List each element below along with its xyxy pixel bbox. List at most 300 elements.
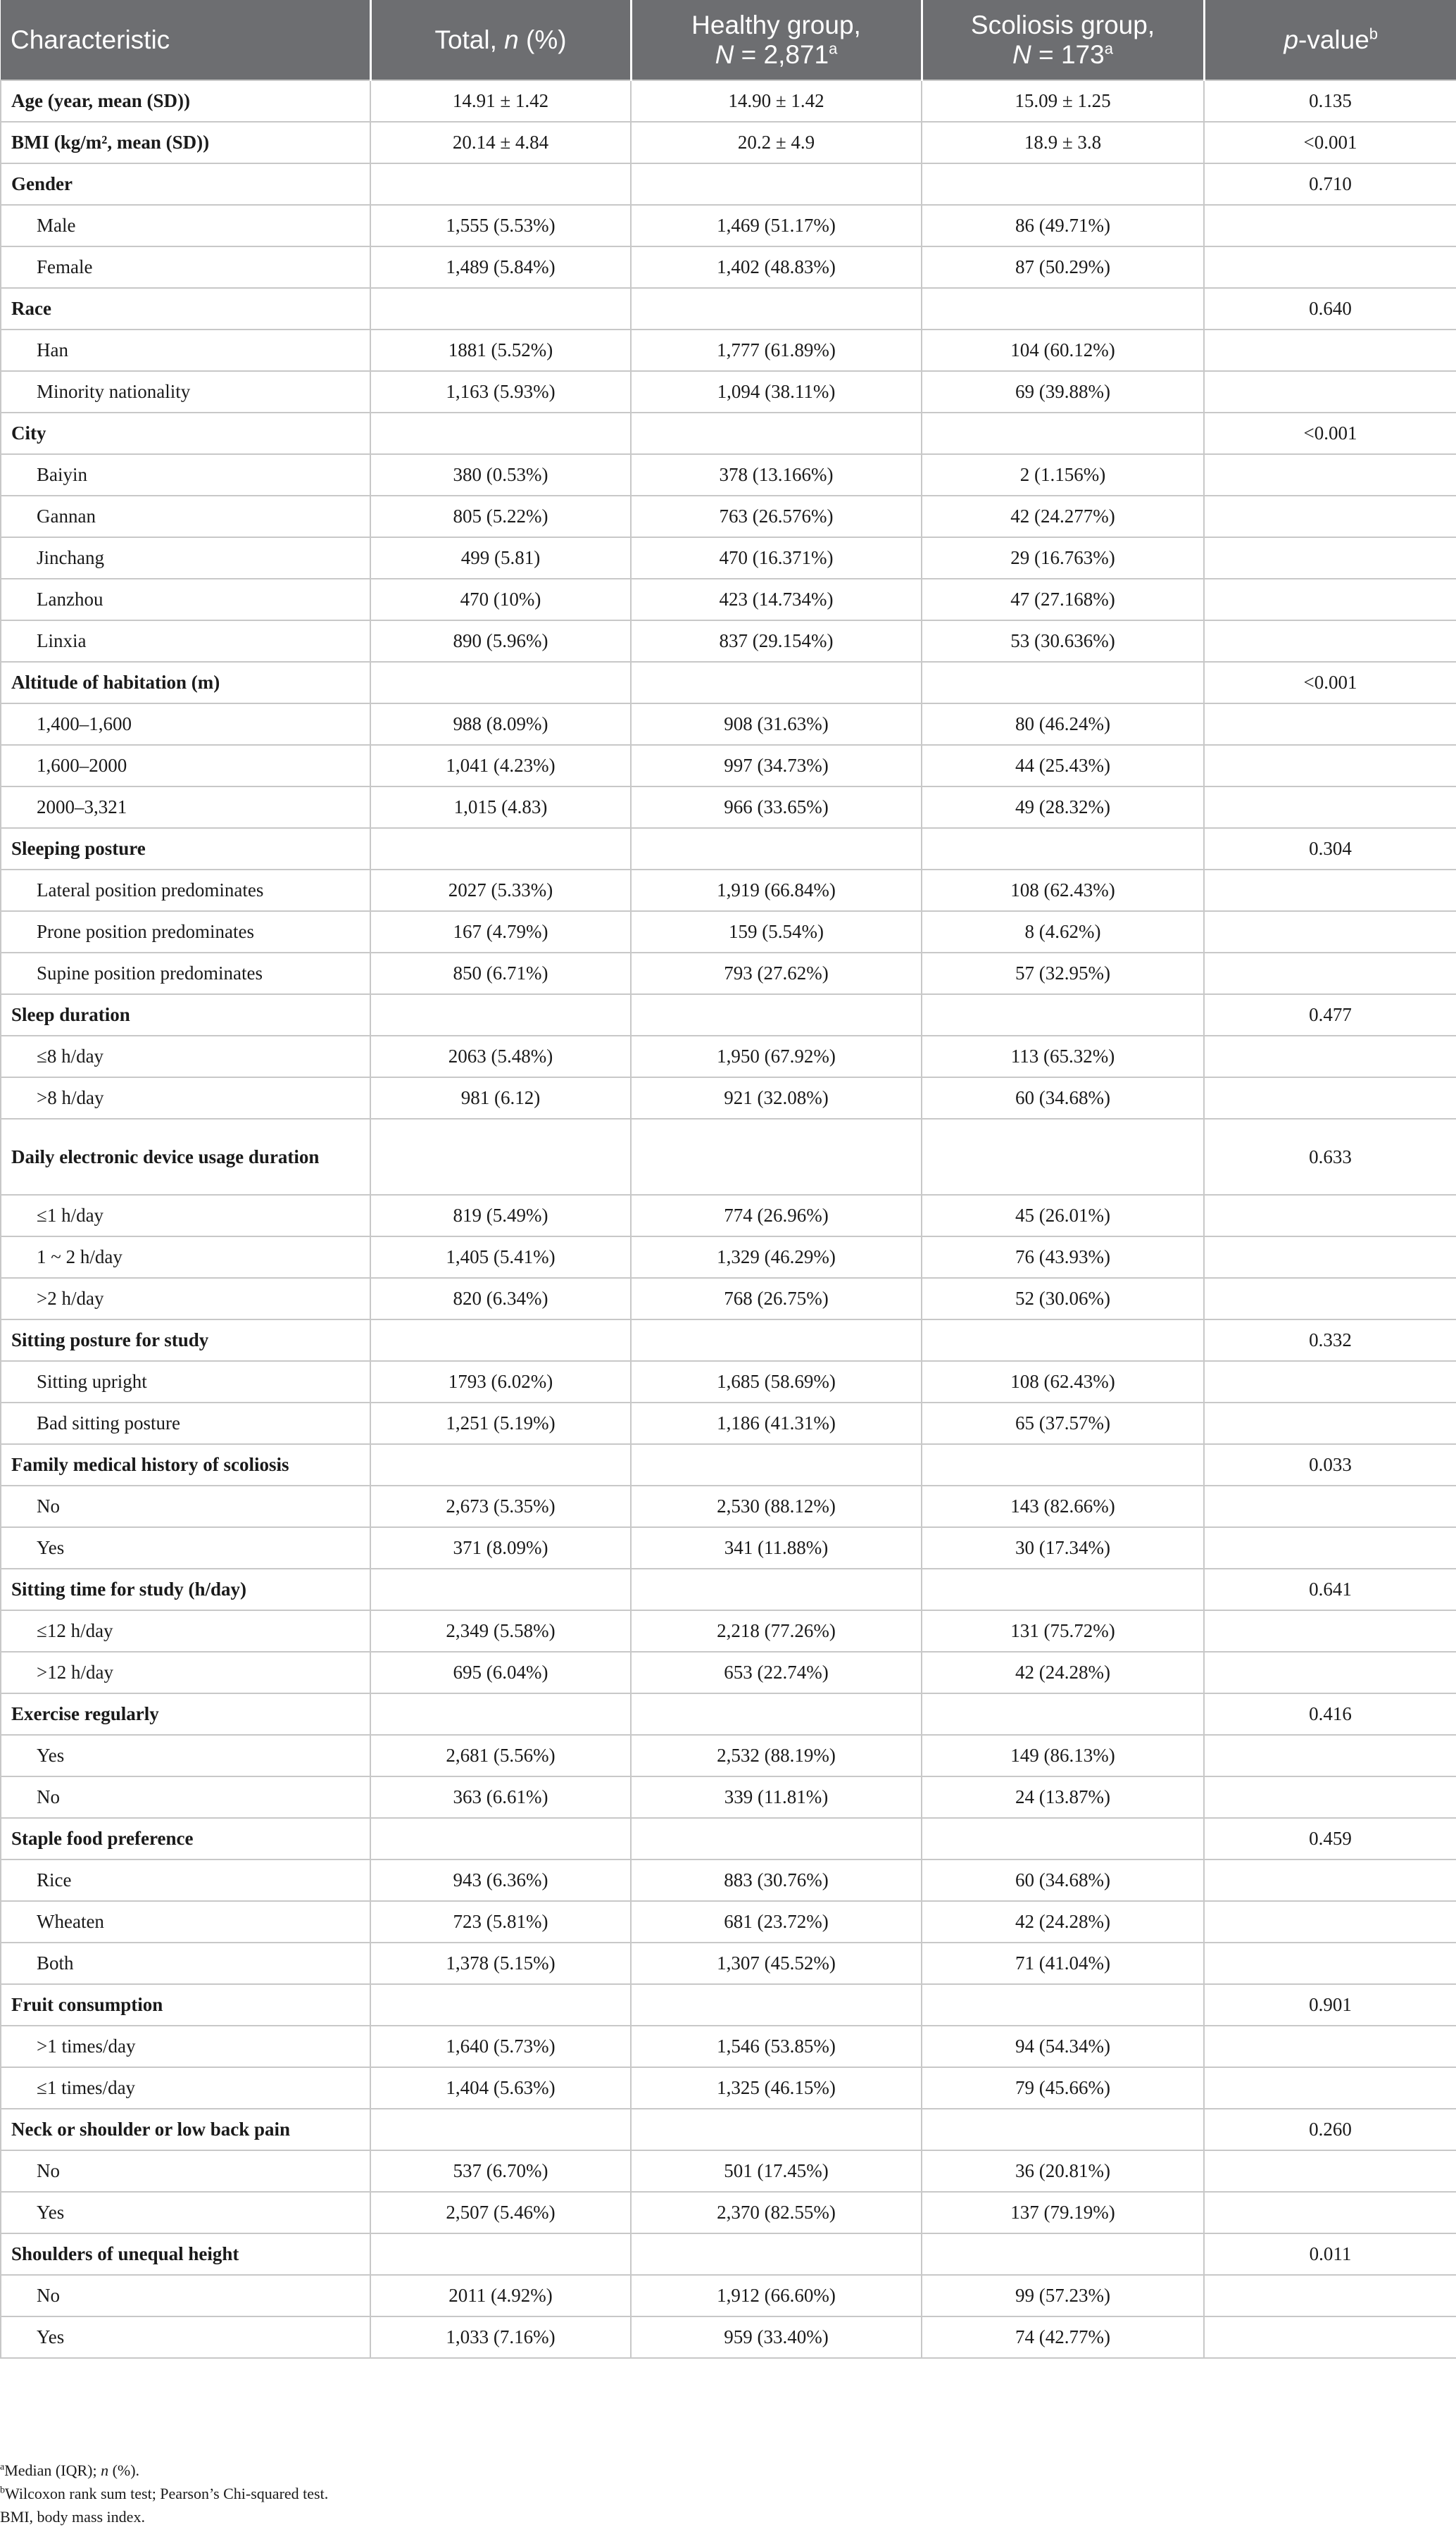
row-label: >2 h/day <box>1 1278 370 1319</box>
total-cell: 2,507 (5.46%) <box>370 2192 631 2233</box>
table-row <box>1 2067 1456 2109</box>
p-value-cell <box>1204 1652 1456 1693</box>
p-value-cell: 0.135 <box>1204 80 1456 122</box>
row-label: Both <box>1 1943 370 1984</box>
scoliosis-group-cell: 36 (20.81%) <box>922 2150 1204 2192</box>
scoliosis-group-cell: 79 (45.66%) <box>922 2067 1204 2109</box>
table-row <box>1 205 1456 246</box>
row-label: Neck or shoulder or low back pain <box>1 2109 370 2150</box>
scoliosis-group-cell: 131 (75.72%) <box>922 1610 1204 1652</box>
table-row <box>1 1610 1456 1652</box>
total-cell: 988 (8.09%) <box>370 703 631 745</box>
p-value-cell: 0.260 <box>1204 2109 1456 2150</box>
col-header-p-value <box>1204 0 1456 80</box>
scoliosis-group-cell: 42 (24.28%) <box>922 1901 1204 1943</box>
total-cell: 2,673 (5.35%) <box>370 1486 631 1527</box>
total-cell: 1793 (6.02%) <box>370 1361 631 1403</box>
table-row <box>1 1403 1456 1444</box>
healthy-group-cell: 159 (5.54%) <box>631 911 922 953</box>
row-label: Sitting upright <box>1 1361 370 1403</box>
table-row-category <box>1 828 1456 870</box>
row-label: Wheaten <box>1 1901 370 1943</box>
total-cell: 499 (5.81) <box>370 537 631 579</box>
scoliosis-group-cell: 29 (16.763%) <box>922 537 1204 579</box>
p-value-cell <box>1204 1236 1456 1278</box>
row-label: ≤8 h/day <box>1 1036 370 1077</box>
scoliosis-group-cell: 60 (34.68%) <box>922 1077 1204 1119</box>
table-row <box>1 911 1456 953</box>
total-cell: 1,404 (5.63%) <box>370 2067 631 2109</box>
total-cell: 2027 (5.33%) <box>370 870 631 911</box>
p-value-cell <box>1204 496 1456 537</box>
footnote-b <box>0 2482 328 2505</box>
total-cell: 167 (4.79%) <box>370 911 631 953</box>
table-row-category <box>1 413 1456 454</box>
p-value-cell: 0.459 <box>1204 1818 1456 1860</box>
healthy-group-cell: 1,325 (46.15%) <box>631 2067 922 2109</box>
p-value-cell <box>1204 1195 1456 1236</box>
row-label: No <box>1 1776 370 1818</box>
footnote-a-n: n <box>101 2462 109 2479</box>
healthy-group-cell: 1,546 (53.85%) <box>631 2026 922 2067</box>
col-header-p-label: -value <box>1298 25 1369 54</box>
total-cell <box>370 2233 631 2275</box>
scoliosis-group-cell: 71 (41.04%) <box>922 1943 1204 1984</box>
table-row-category <box>1 1119 1456 1195</box>
table-row <box>1 620 1456 662</box>
p-value-cell: 0.901 <box>1204 1984 1456 2026</box>
total-cell <box>370 2109 631 2150</box>
row-label: Staple food preference <box>1 1818 370 1860</box>
total-cell: 1,489 (5.84%) <box>370 246 631 288</box>
healthy-group-cell: 959 (33.40%) <box>631 2316 922 2358</box>
table-row <box>1 1278 1456 1319</box>
table-row-category <box>1 1444 1456 1486</box>
total-cell: 380 (0.53%) <box>370 454 631 496</box>
healthy-group-cell <box>631 413 922 454</box>
healthy-group-cell: 1,950 (67.92%) <box>631 1036 922 1077</box>
row-label: Yes <box>1 2316 370 2358</box>
scoliosis-group-cell: 86 (49.71%) <box>922 205 1204 246</box>
table-row-category <box>1 2233 1456 2275</box>
row-label: Minority nationality <box>1 371 370 413</box>
row-label: Yes <box>1 2192 370 2233</box>
row-label: Han <box>1 330 370 371</box>
p-value-cell <box>1204 2275 1456 2316</box>
healthy-group-cell: 1,329 (46.29%) <box>631 1236 922 1278</box>
healthy-group-cell <box>631 1693 922 1735</box>
table-row <box>1 496 1456 537</box>
healthy-group-cell: 1,402 (48.83%) <box>631 246 922 288</box>
row-label: Male <box>1 205 370 246</box>
table-row <box>1 579 1456 620</box>
p-value-cell <box>1204 454 1456 496</box>
p-value-cell <box>1204 1943 1456 1984</box>
scoliosis-group-cell: 137 (79.19%) <box>922 2192 1204 2233</box>
p-value-cell <box>1204 537 1456 579</box>
footnote-a <box>0 2459 328 2482</box>
scoliosis-group-cell <box>922 2233 1204 2275</box>
healthy-group-cell <box>631 1319 922 1361</box>
total-cell: 363 (6.61%) <box>370 1776 631 1818</box>
healthy-group-cell: 653 (22.74%) <box>631 1652 922 1693</box>
col-header-scoliosis-n-value: = 173 <box>1031 39 1105 69</box>
scoliosis-group-cell: 108 (62.43%) <box>922 1361 1204 1403</box>
table-row-category <box>1 994 1456 1036</box>
healthy-group-cell: 1,094 (38.11%) <box>631 371 922 413</box>
healthy-group-cell: 1,186 (41.31%) <box>631 1403 922 1444</box>
total-cell: 537 (6.70%) <box>370 2150 631 2192</box>
scoliosis-group-cell: 18.9 ± 3.8 <box>922 122 1204 163</box>
table-row-category <box>1 1693 1456 1735</box>
healthy-group-cell: 883 (30.76%) <box>631 1860 922 1901</box>
table-row-category <box>1 1818 1456 1860</box>
total-cell: 820 (6.34%) <box>370 1278 631 1319</box>
row-label: Yes <box>1 1527 370 1569</box>
p-value-cell <box>1204 371 1456 413</box>
row-label: Sitting posture for study <box>1 1319 370 1361</box>
p-value-cell: 0.633 <box>1204 1119 1456 1195</box>
p-value-cell <box>1204 1036 1456 1077</box>
p-value-cell <box>1204 2026 1456 2067</box>
table-row <box>1 703 1456 745</box>
total-cell <box>370 662 631 703</box>
row-label: Sleep duration <box>1 994 370 1036</box>
p-value-cell <box>1204 1077 1456 1119</box>
row-label: Family medical history of scoliosis <box>1 1444 370 1486</box>
total-cell: 2,349 (5.58%) <box>370 1610 631 1652</box>
table-body <box>1 80 1456 2358</box>
scoliosis-group-cell <box>922 1818 1204 1860</box>
scoliosis-group-cell <box>922 994 1204 1036</box>
row-label: ≤1 h/day <box>1 1195 370 1236</box>
table-row <box>1 745 1456 786</box>
p-value-cell: 0.033 <box>1204 1444 1456 1486</box>
healthy-group-cell: 501 (17.45%) <box>631 2150 922 2192</box>
healthy-group-cell <box>631 2109 922 2150</box>
table-row <box>1 1195 1456 1236</box>
p-value-cell: 0.304 <box>1204 828 1456 870</box>
row-label: Altitude of habitation (m) <box>1 662 370 703</box>
healthy-group-cell: 1,912 (66.60%) <box>631 2275 922 2316</box>
table-row <box>1 1652 1456 1693</box>
table-row-category <box>1 1569 1456 1610</box>
total-cell: 981 (6.12) <box>370 1077 631 1119</box>
scoliosis-group-cell <box>922 1984 1204 2026</box>
scoliosis-group-cell <box>922 662 1204 703</box>
healthy-group-cell <box>631 828 922 870</box>
scoliosis-group-cell <box>922 163 1204 205</box>
total-cell <box>370 413 631 454</box>
total-cell <box>370 994 631 1036</box>
col-header-characteristic-label: Characteristic <box>11 25 170 54</box>
healthy-group-cell <box>631 1984 922 2026</box>
row-label: Baiyin <box>1 454 370 496</box>
footnote-b-mark: b <box>0 2485 5 2496</box>
table-row <box>1 2026 1456 2067</box>
row-label: Lateral position predominates <box>1 870 370 911</box>
total-cell: 943 (6.36%) <box>370 1860 631 1901</box>
healthy-group-cell: 1,919 (66.84%) <box>631 870 922 911</box>
total-cell <box>370 1119 631 1195</box>
scoliosis-group-cell: 87 (50.29%) <box>922 246 1204 288</box>
total-cell: 890 (5.96%) <box>370 620 631 662</box>
row-label: Prone position predominates <box>1 911 370 953</box>
table-row <box>1 1901 1456 1943</box>
scoliosis-group-cell: 15.09 ± 1.25 <box>922 80 1204 122</box>
p-value-cell <box>1204 205 1456 246</box>
total-cell: 1,251 (5.19%) <box>370 1403 631 1444</box>
total-cell: 1,405 (5.41%) <box>370 1236 631 1278</box>
p-value-cell <box>1204 1278 1456 1319</box>
total-cell <box>370 1444 631 1486</box>
total-cell: 1881 (5.52%) <box>370 330 631 371</box>
scoliosis-group-cell: 57 (32.95%) <box>922 953 1204 994</box>
total-cell: 805 (5.22%) <box>370 496 631 537</box>
scoliosis-group-cell <box>922 288 1204 330</box>
healthy-group-cell <box>631 2233 922 2275</box>
total-cell <box>370 163 631 205</box>
col-header-total <box>370 0 631 80</box>
healthy-group-cell: 2,530 (88.12%) <box>631 1486 922 1527</box>
row-label: ≤1 times/day <box>1 2067 370 2109</box>
p-value-cell: <0.001 <box>1204 413 1456 454</box>
healthy-group-cell <box>631 163 922 205</box>
scoliosis-group-cell: 65 (37.57%) <box>922 1403 1204 1444</box>
healthy-group-cell <box>631 1569 922 1610</box>
scoliosis-group-cell: 104 (60.12%) <box>922 330 1204 371</box>
p-value-cell <box>1204 1901 1456 1943</box>
total-cell: 14.91 ± 1.42 <box>370 80 631 122</box>
total-cell <box>370 1693 631 1735</box>
row-label: Sleeping posture <box>1 828 370 870</box>
table-row <box>1 2150 1456 2192</box>
total-cell <box>370 828 631 870</box>
scoliosis-group-cell: 44 (25.43%) <box>922 745 1204 786</box>
scoliosis-group-cell: 45 (26.01%) <box>922 1195 1204 1236</box>
table-row <box>1 1776 1456 1818</box>
table-row-category <box>1 163 1456 205</box>
total-cell: 850 (6.71%) <box>370 953 631 994</box>
p-value-cell <box>1204 2316 1456 2358</box>
row-label: Daily electronic device usage duration <box>1 1119 370 1195</box>
scoliosis-group-cell: 60 (34.68%) <box>922 1860 1204 1901</box>
p-value-cell: <0.001 <box>1204 122 1456 163</box>
p-value-cell: 0.477 <box>1204 994 1456 1036</box>
row-label: Linxia <box>1 620 370 662</box>
total-cell <box>370 1319 631 1361</box>
row-label: 1,400–1,600 <box>1 703 370 745</box>
row-label: BMI (kg/m², mean (SD)) <box>1 122 370 163</box>
total-cell: 371 (8.09%) <box>370 1527 631 1569</box>
col-header-healthy-n-symbol: N <box>715 39 734 69</box>
col-header-p-footnote-mark: b <box>1369 25 1379 43</box>
footnote-a-text-2: (%). <box>108 2462 140 2479</box>
healthy-group-cell: 774 (26.96%) <box>631 1195 922 1236</box>
p-value-cell: 0.641 <box>1204 1569 1456 1610</box>
total-cell <box>370 288 631 330</box>
scoliosis-group-cell: 69 (39.88%) <box>922 371 1204 413</box>
scoliosis-group-cell: 42 (24.277%) <box>922 496 1204 537</box>
row-label: Gender <box>1 163 370 205</box>
row-label: Jinchang <box>1 537 370 579</box>
scoliosis-group-cell: 143 (82.66%) <box>922 1486 1204 1527</box>
scoliosis-group-cell <box>922 828 1204 870</box>
p-value-cell <box>1204 620 1456 662</box>
table-row <box>1 786 1456 828</box>
col-header-total-pre: Total, <box>434 25 505 54</box>
healthy-group-cell <box>631 1444 922 1486</box>
table-row <box>1 537 1456 579</box>
row-label: No <box>1 2150 370 2192</box>
total-cell: 1,378 (5.15%) <box>370 1943 631 1984</box>
scoliosis-group-cell <box>922 413 1204 454</box>
col-header-healthy-footnote-mark: a <box>829 39 838 58</box>
p-value-cell <box>1204 1403 1456 1444</box>
p-value-cell <box>1204 1610 1456 1652</box>
scoliosis-group-cell: 49 (28.32%) <box>922 786 1204 828</box>
table-row <box>1 1486 1456 1527</box>
total-cell <box>370 1984 631 2026</box>
total-cell: 1,015 (4.83) <box>370 786 631 828</box>
scoliosis-group-cell: 149 (86.13%) <box>922 1735 1204 1776</box>
scoliosis-group-cell <box>922 1119 1204 1195</box>
scoliosis-group-cell: 8 (4.62%) <box>922 911 1204 953</box>
row-label: Shoulders of unequal height <box>1 2233 370 2275</box>
total-cell: 1,033 (7.16%) <box>370 2316 631 2358</box>
col-header-healthy-n-value: = 2,871 <box>734 39 829 69</box>
row-label: >12 h/day <box>1 1652 370 1693</box>
table-row <box>1 1943 1456 1984</box>
total-cell: 1,555 (5.53%) <box>370 205 631 246</box>
table-row <box>1 454 1456 496</box>
table-row <box>1 2316 1456 2358</box>
p-value-cell <box>1204 246 1456 288</box>
healthy-group-cell: 768 (26.75%) <box>631 1278 922 1319</box>
row-label: Rice <box>1 1860 370 1901</box>
row-label: Female <box>1 246 370 288</box>
table-row-category <box>1 1319 1456 1361</box>
scoliosis-group-cell: 47 (27.168%) <box>922 579 1204 620</box>
p-value-cell <box>1204 953 1456 994</box>
healthy-group-cell <box>631 1818 922 1860</box>
total-cell: 1,163 (5.93%) <box>370 371 631 413</box>
p-value-cell <box>1204 911 1456 953</box>
row-label: Race <box>1 288 370 330</box>
table-row <box>1 1527 1456 1569</box>
p-value-cell: 0.332 <box>1204 1319 1456 1361</box>
healthy-group-cell <box>631 1119 922 1195</box>
healthy-group-cell: 2,218 (77.26%) <box>631 1610 922 1652</box>
table-row <box>1 953 1456 994</box>
total-cell: 695 (6.04%) <box>370 1652 631 1693</box>
total-cell: 723 (5.81%) <box>370 1901 631 1943</box>
healthy-group-cell: 966 (33.65%) <box>631 786 922 828</box>
row-label: >1 times/day <box>1 2026 370 2067</box>
table-row <box>1 246 1456 288</box>
healthy-group-cell: 837 (29.154%) <box>631 620 922 662</box>
healthy-group-cell: 908 (31.63%) <box>631 703 922 745</box>
table-row <box>1 870 1456 911</box>
scoliosis-group-cell <box>922 1569 1204 1610</box>
p-value-cell <box>1204 1486 1456 1527</box>
row-label: 1 ~ 2 h/day <box>1 1236 370 1278</box>
col-header-scoliosis-n-symbol: N <box>1012 39 1031 69</box>
table-row-category <box>1 288 1456 330</box>
table-row <box>1 371 1456 413</box>
healthy-group-cell: 423 (14.734%) <box>631 579 922 620</box>
table-row <box>1 2275 1456 2316</box>
row-label: Sitting time for study (h/day) <box>1 1569 370 1610</box>
healthy-group-cell: 997 (34.73%) <box>631 745 922 786</box>
row-label: 2000–3,321 <box>1 786 370 828</box>
total-cell: 1,640 (5.73%) <box>370 2026 631 2067</box>
row-label: Lanzhou <box>1 579 370 620</box>
total-cell <box>370 1569 631 1610</box>
healthy-group-cell <box>631 662 922 703</box>
table-row <box>1 1860 1456 1901</box>
row-label: Age (year, mean (SD)) <box>1 80 370 122</box>
scoliosis-group-cell: 76 (43.93%) <box>922 1236 1204 1278</box>
scoliosis-group-cell: 2 (1.156%) <box>922 454 1204 496</box>
healthy-group-cell: 378 (13.166%) <box>631 454 922 496</box>
healthy-group-cell: 14.90 ± 1.42 <box>631 80 922 122</box>
scoliosis-group-cell <box>922 1444 1204 1486</box>
p-value-cell <box>1204 1776 1456 1818</box>
table-row <box>1 1036 1456 1077</box>
row-label: Exercise regularly <box>1 1693 370 1735</box>
healthy-group-cell: 341 (11.88%) <box>631 1527 922 1569</box>
scoliosis-group-cell <box>922 2109 1204 2150</box>
table-row <box>1 330 1456 371</box>
col-header-total-n: n <box>504 25 519 54</box>
healthy-group-cell <box>631 288 922 330</box>
row-label: 1,600–2000 <box>1 745 370 786</box>
footnote-b-text: Wilcoxon rank sum test; Pearson’s Chi-squared test. <box>5 2485 329 2502</box>
row-label: Fruit consumption <box>1 1984 370 2026</box>
footnote-a-text-1: Median (IQR); <box>4 2462 101 2479</box>
table-row-category <box>1 2109 1456 2150</box>
scoliosis-group-cell: 53 (30.636%) <box>922 620 1204 662</box>
col-header-characteristic <box>1 0 370 80</box>
healthy-group-cell: 1,685 (58.69%) <box>631 1361 922 1403</box>
row-label: Supine position predominates <box>1 953 370 994</box>
scoliosis-group-cell: 52 (30.06%) <box>922 1278 1204 1319</box>
p-value-cell: 0.416 <box>1204 1693 1456 1735</box>
row-label: Yes <box>1 1735 370 1776</box>
scoliosis-group-cell: 42 (24.28%) <box>922 1652 1204 1693</box>
footnote-a-mark: a <box>0 2462 5 2473</box>
p-value-cell <box>1204 745 1456 786</box>
healthy-group-cell: 681 (23.72%) <box>631 1901 922 1943</box>
p-value-cell <box>1204 786 1456 828</box>
p-value-cell: 0.640 <box>1204 288 1456 330</box>
total-cell: 2011 (4.92%) <box>370 2275 631 2316</box>
healthy-group-cell: 1,307 (45.52%) <box>631 1943 922 1984</box>
p-value-cell: <0.001 <box>1204 662 1456 703</box>
table-row <box>1 1735 1456 1776</box>
table-header <box>1 0 1456 80</box>
scoliosis-group-cell: 99 (57.23%) <box>922 2275 1204 2316</box>
table-row-category <box>1 80 1456 122</box>
table-footnotes <box>0 2459 328 2528</box>
total-cell: 819 (5.49%) <box>370 1195 631 1236</box>
healthy-group-cell: 2,370 (82.55%) <box>631 2192 922 2233</box>
scoliosis-group-cell <box>922 1319 1204 1361</box>
p-value-cell <box>1204 579 1456 620</box>
col-header-scoliosis-line1: Scoliosis group, <box>970 10 1155 39</box>
col-header-scoliosis <box>922 0 1204 80</box>
